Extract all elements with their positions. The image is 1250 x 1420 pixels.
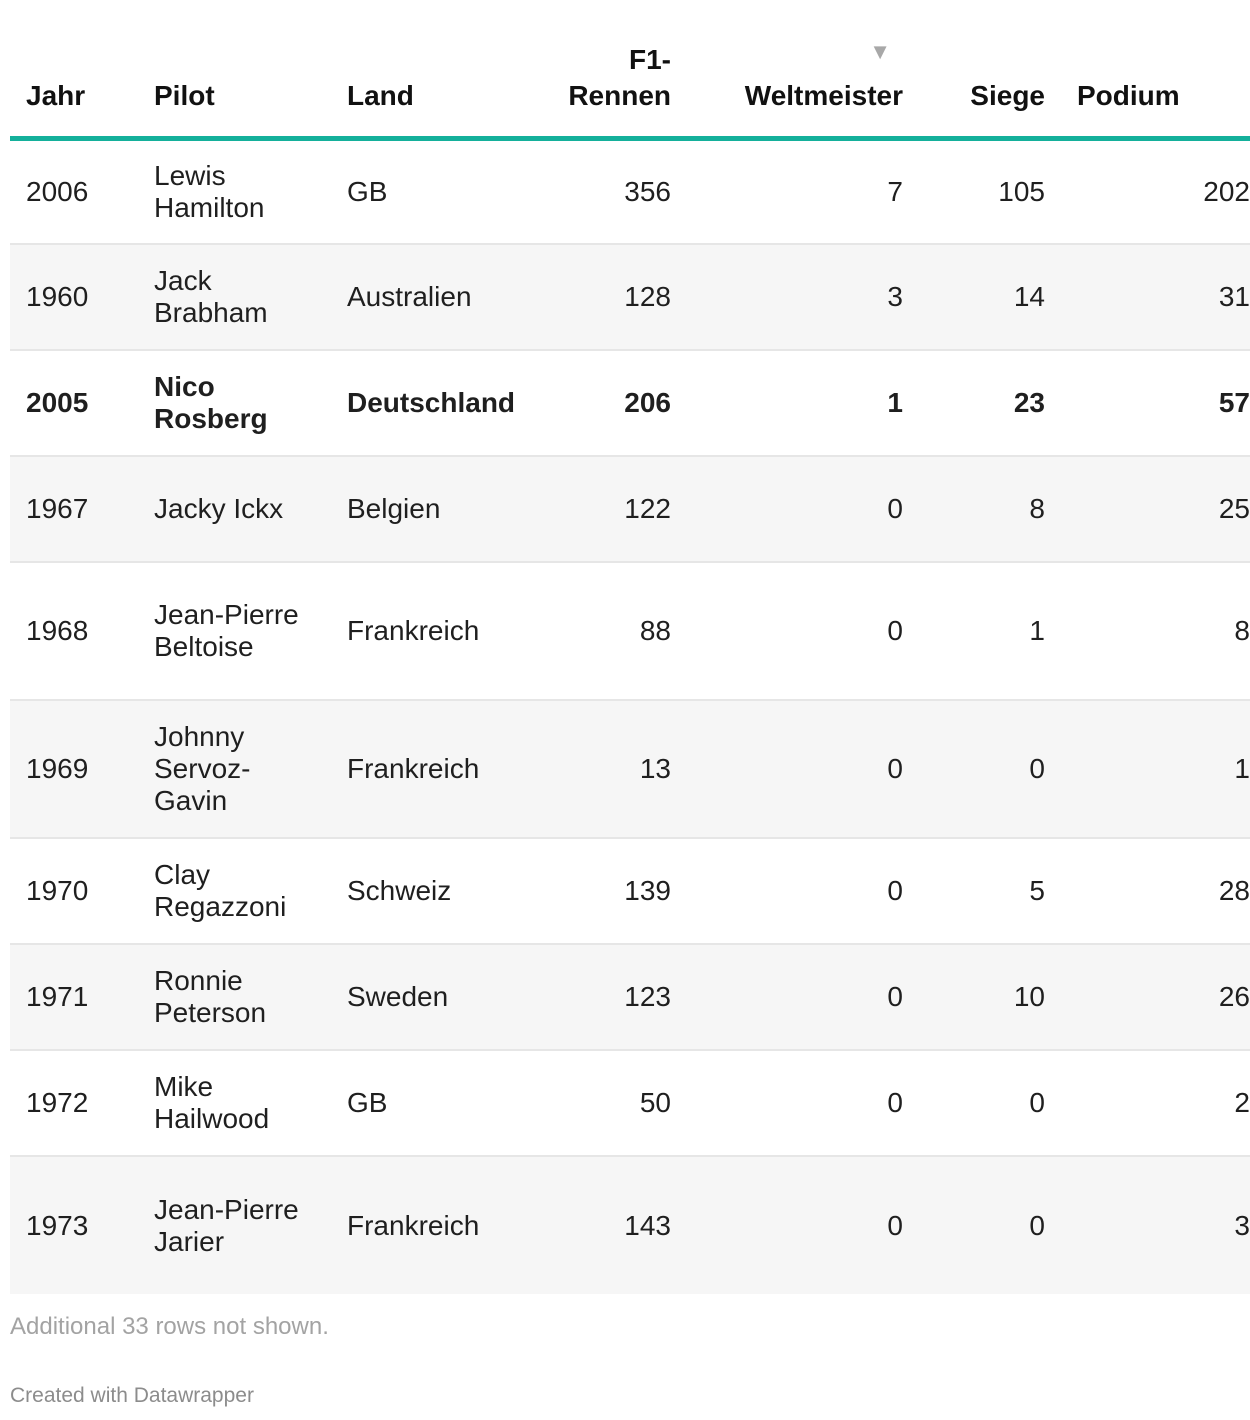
cell-podium: 3 — [1061, 1156, 1250, 1294]
data-table — [10, 0, 1250, 1294]
table-row — [10, 1050, 1250, 1156]
cell-podium: 202 — [1061, 138, 1250, 244]
cell-weltmeister: 0 — [687, 700, 919, 838]
table-notes: Additional 33 rows not shown. — [10, 1313, 329, 1340]
cell-jahr: 1973 — [10, 1156, 138, 1294]
cell-pilot: Jack Brabham — [138, 244, 331, 350]
data-table-container — [10, 0, 1250, 1294]
column-header-siege[interactable]: Siege — [919, 0, 1061, 138]
cell-weltmeister: 0 — [687, 838, 919, 944]
cell-jahr: 1967 — [10, 456, 138, 562]
cell-land: Deutschland — [331, 350, 552, 456]
cell-podium: 8 — [1061, 562, 1250, 700]
cell-pilot: Lewis Hamilton — [138, 138, 331, 244]
cell-podium: 1 — [1061, 700, 1250, 838]
weltmeister-header-wrap — [744, 38, 903, 114]
column-header-pilot[interactable]: Pilot — [138, 0, 331, 138]
cell-weltmeister: 1 — [687, 350, 919, 456]
cell-podium: 26 — [1061, 944, 1250, 1050]
cell-siege: 1 — [919, 562, 1061, 700]
table-row — [10, 138, 1250, 244]
cell-weltmeister: 7 — [687, 138, 919, 244]
table-header-row — [10, 0, 1250, 138]
table-row — [10, 944, 1250, 1050]
cell-land: GB — [331, 1050, 552, 1156]
cell-podium: 28 — [1061, 838, 1250, 944]
column-header-f1-rennen[interactable]: F1-Rennen — [552, 0, 687, 138]
column-header-podium[interactable]: Podium — [1061, 0, 1250, 138]
table-row — [10, 562, 1250, 700]
cell-weltmeister: 0 — [687, 456, 919, 562]
cell-land: Sweden — [331, 944, 552, 1050]
cell-siege: 8 — [919, 456, 1061, 562]
cell-rennen: 122 — [552, 456, 687, 562]
cell-land: Frankreich — [331, 700, 552, 838]
cell-pilot: Nico Rosberg — [138, 350, 331, 456]
table-row — [10, 700, 1250, 838]
weltmeister-header-label: Weltmeister — [744, 79, 903, 111]
table-row — [10, 350, 1250, 456]
cell-jahr: 2006 — [10, 138, 138, 244]
cell-siege: 0 — [919, 1050, 1061, 1156]
cell-pilot: Ronnie Peterson — [138, 944, 331, 1050]
column-header-weltmeister[interactable] — [687, 0, 919, 138]
sort-descending-icon: ▼ — [869, 38, 891, 64]
cell-jahr: 1968 — [10, 562, 138, 700]
cell-land: Australien — [331, 244, 552, 350]
cell-podium: 25 — [1061, 456, 1250, 562]
cell-land: Belgien — [331, 456, 552, 562]
cell-jahr: 1971 — [10, 944, 138, 1050]
cell-siege: 10 — [919, 944, 1061, 1050]
column-header-jahr[interactable]: Jahr — [10, 0, 138, 138]
cell-siege: 23 — [919, 350, 1061, 456]
cell-siege: 14 — [919, 244, 1061, 350]
cell-land: GB — [331, 138, 552, 244]
cell-jahr: 1960 — [10, 244, 138, 350]
cell-rennen: 123 — [552, 944, 687, 1050]
cell-pilot: Clay Regazzoni — [138, 838, 331, 944]
cell-podium: 2 — [1061, 1050, 1250, 1156]
column-header-land[interactable]: Land — [331, 0, 552, 138]
cell-rennen: 139 — [552, 838, 687, 944]
cell-weltmeister: 3 — [687, 244, 919, 350]
cell-jahr: 1972 — [10, 1050, 138, 1156]
table-row — [10, 244, 1250, 350]
cell-land: Frankreich — [331, 1156, 552, 1294]
cell-pilot: Jacky Ickx — [138, 456, 331, 562]
cell-land: Schweiz — [331, 838, 552, 944]
cell-podium: 57 — [1061, 350, 1250, 456]
cell-rennen: 143 — [552, 1156, 687, 1294]
cell-siege: 0 — [919, 1156, 1061, 1294]
cell-pilot: Johnny Servoz-Gavin — [138, 700, 331, 838]
cell-siege: 0 — [919, 700, 1061, 838]
cell-podium: 31 — [1061, 244, 1250, 350]
cell-rennen: 13 — [552, 700, 687, 838]
cell-land: Frankreich — [331, 562, 552, 700]
table-row — [10, 838, 1250, 944]
cell-rennen: 356 — [552, 138, 687, 244]
cell-rennen: 88 — [552, 562, 687, 700]
cell-weltmeister: 0 — [687, 562, 919, 700]
cell-jahr: 2005 — [10, 350, 138, 456]
cell-pilot: Jean-Pierre Jarier — [138, 1156, 331, 1294]
table-body — [10, 138, 1250, 1294]
cell-pilot: Mike Hailwood — [138, 1050, 331, 1156]
cell-siege: 5 — [919, 838, 1061, 944]
datawrapper-credit: Created with Datawrapper — [10, 1384, 254, 1407]
cell-rennen: 128 — [552, 244, 687, 350]
cell-siege: 105 — [919, 138, 1061, 244]
table-row — [10, 1156, 1250, 1294]
cell-weltmeister: 0 — [687, 944, 919, 1050]
cell-rennen: 206 — [552, 350, 687, 456]
cell-weltmeister: 0 — [687, 1156, 919, 1294]
cell-weltmeister: 0 — [687, 1050, 919, 1156]
table-row — [10, 456, 1250, 562]
cell-pilot: Jean-Pierre Beltoise — [138, 562, 331, 700]
cell-jahr: 1969 — [10, 700, 138, 838]
cell-rennen: 50 — [552, 1050, 687, 1156]
cell-jahr: 1970 — [10, 838, 138, 944]
